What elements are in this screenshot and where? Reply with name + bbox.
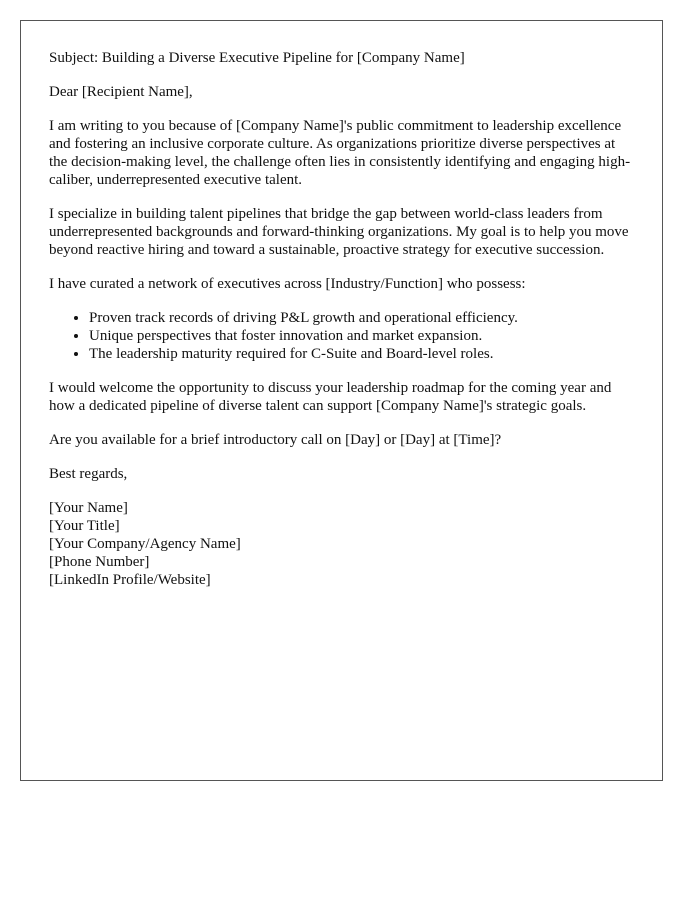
body-paragraph: I specialize in building talent pipelines that bridge the gap between world-class leaders from underrepresented backgrounds and forward-thinking organizations. My goal is to help you move beyond reactive hiring and toward a sustainable, proactive strategy for executive succession. <box>49 206 629 258</box>
list-item: • Unique perspectives that foster innovation and market expansion. <box>89 327 634 345</box>
greeting: Dear [Recipient Name], <box>49 84 193 100</box>
signature-block <box>49 499 634 589</box>
signature-phone: [Phone Number] <box>49 554 150 570</box>
signature-title: [Your Title] <box>49 518 120 534</box>
signature-name: [Your Name] <box>49 500 128 516</box>
list-item: • The leadership maturity required for C-Suite and Board-level roles. <box>89 345 634 363</box>
signature-company: [Your Company/Agency Name] <box>49 536 241 552</box>
body-paragraph: I have curated a network of executives across [Industry/Function] who possess: <box>49 276 526 292</box>
list-item: • Proven track records of driving P&L growth and operational efficiency. <box>89 309 634 327</box>
subject-line: Subject: Building a Diverse Executive Pipeline for [Company Name] <box>49 50 465 66</box>
call-request: Are you available for a brief introductory call on [Day] or [Day] at [Time]? <box>49 432 502 448</box>
signoff: Best regards, <box>49 466 128 482</box>
body-paragraph: I am writing to you because of [Company Name]'s public commitment to leadership excellence and fostering an inclusive corporate culture. As organizations prioritize diverse perspectives at the decision-making level, the challenge often lies in consistently identifying and engaging high-caliber, underrepresented executive talent. <box>49 118 631 188</box>
qualifications-list <box>49 309 634 363</box>
signature-website: [LinkedIn Profile/Website] <box>49 572 211 588</box>
body-paragraph: I would welcome the opportunity to discuss your leadership roadmap for the coming year and how a dedicated pipeline of diverse talent can support [Company Name]'s strategic goals. <box>49 380 612 414</box>
letter-document <box>20 20 663 781</box>
